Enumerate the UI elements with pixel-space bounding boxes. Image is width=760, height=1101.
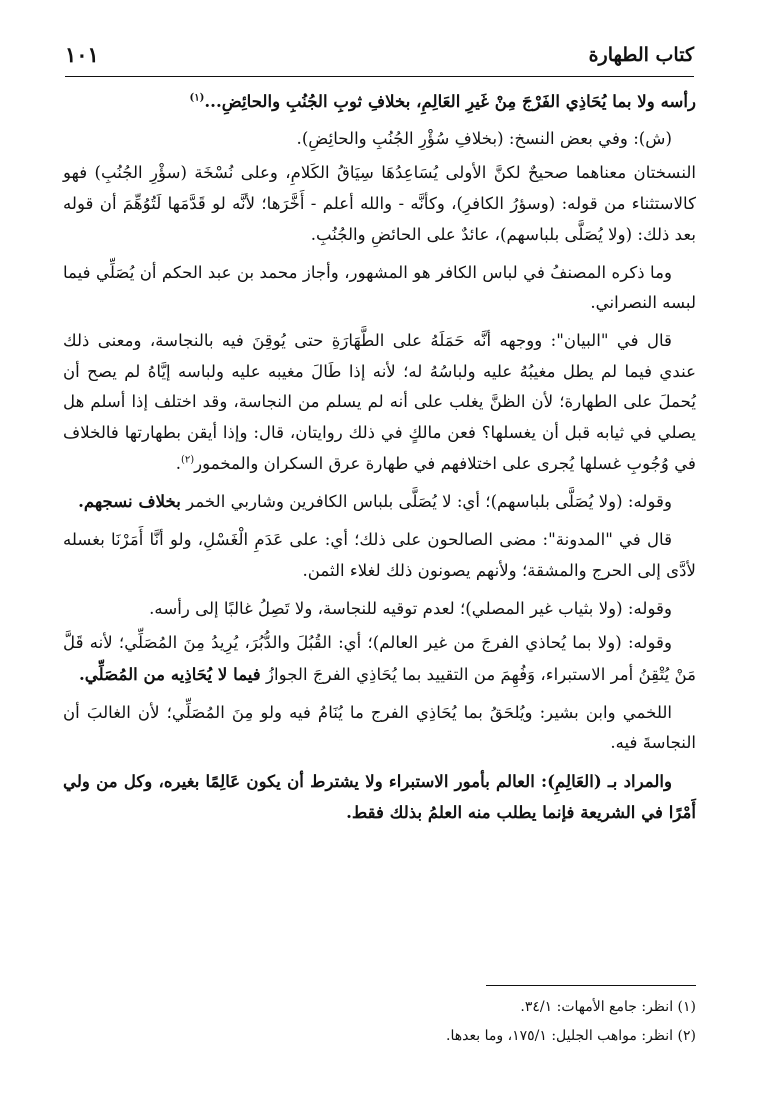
paragraph-kafir-clothing: وما ذكره المصنفُ في لباس الكافر هو المشهور، وأجاز محمد بن عبد الحكم أن يُصَلِّي فيما لبسه النصراني. (63, 262, 696, 313)
paragraph-libasihim-tail: بخلاف نسجهم. (78, 491, 181, 512)
page-number: ١٠١ (65, 42, 99, 67)
footnotes (63, 993, 696, 1051)
paragraph-end-dot: . (175, 453, 181, 473)
paragraph-bayan (63, 326, 696, 480)
paragraph-yuhadhi-tail: فيما لا يُحَاذِيه من المُصَلِّي. (79, 663, 261, 684)
paragraph-libasihim-lead: وقوله: (ولا يُصَلَّى بلباسهم)؛ أي: لا يُصَلَّى بلباس الكافرين وشاربي الخمر (186, 492, 672, 512)
paragraph-yuhadhi-lead: وقوله: (ولا بما يُحاذي الفرجَ من غير العالم)؛ أي: القُبُلَ والدُّبُرَ، يُرِيدُ مِنَ المُصَلِّي؛ لأنه قَلَّ مَنْ يُتْقِنُ أمر الاستبراء، وَفُهِمَ من التقييد بما يُحَاذِي الفرجَ الجوازُ (63, 633, 696, 684)
footnote-1: (١) انظر: جامع الأمهات: ٣٤/١. (520, 999, 696, 1015)
paragraph-yuhadhi-alfarj (63, 628, 696, 690)
paragraph-variant: (ش): وفي بعض النسخ: (بخلافِ سُؤْرِ الجُنُبِ والحائِضِ). (296, 128, 672, 148)
footnote-2: (٢) انظر: مواهب الجليل: ١٧٥/١، وما بعدها. (446, 1028, 696, 1044)
footnote-ref-1: (١) (189, 92, 205, 104)
matn-text: رأسه ولا بما يُحَاذِي الفَرْجَ مِنْ غَيرِ العَالِمِ، بخلافِ ثوبِ الجُنُبِ والحائِضِ... (204, 91, 696, 111)
running-header (65, 40, 694, 77)
paragraph-mudawwana: قال في "المدونة": مضى الصالحون على ذلك؛ أي: على عَدَمِ الْغَسْلِ، ولو أنَّا أَمَرْنَا بغسله لأدَّى إلى الحرج والمشقة؛ ولأنهم يصونون ذلك لغلاء الثمن. (63, 530, 696, 580)
paragraph-bayan-text: قال في "البيان": ووجهه أنَّه حَمَلَهُ على الطَّهَارَةِ حتى يُوقِنَ فيه بالنجاسة، ومعنى ذلك عندي فيما لم يطل مغيبُهُ عليه ولباسُهُ له؛ لأنه إذا طَالَ مغيبه عليه ولباسه إيَّاهُ لم يصح أن يُحملَ على الطهارة؛ لأن الظنَّ يغلب على أنه لم يسلم من النجاسة، وقد اختلف إذا أسلم هل يصلي في ثيابه قبل أن يغسلها؟ فعن مالكٍ في ذلك روايتان، قال: وإذا أيقن بطهارتها فالخلاف في وُجُوبِ غسلها يُجرى على اختلافهم في طهارة عرق السكران والمخمور (63, 330, 696, 473)
footnote-ref-2: (٢) (180, 454, 195, 466)
paragraph-alim: والمراد بـ (العَالِمِ): العالم بأمور الاستبراء ولا يشترط أن يكون عَالِمًا بغيره، وكل من ولي أَمْرًا في الشريعة فإنما يطلب منه العلمُ بذلك فقط. (63, 771, 696, 822)
main-text (63, 86, 696, 834)
paragraph-libasihim (63, 486, 696, 518)
matn-passage (63, 86, 696, 117)
paragraph-lakhmi: اللخمي وابن بشير: ويُلحَقُ بما يُحَاذِي الفرج ما يُنَامُ فيه ولو مِنَ المُصَلِّي؛ لأن الغالبَ أن النجاسةَ فيه. (63, 702, 696, 753)
chapter-title: كتاب الطهارة (588, 44, 694, 66)
paragraph-explanation: النسختان معناهما صحيحٌ لكنَّ الأولى يُسَاعِدُهَا سِيَاقُ الكَلامِ، وعلى نُسْخَة (سؤْرِ الجُنُبِ) فهو كالاستثناء من قوله: (وسؤرُ الكافرِ)، وكأنَّه - والله أعلم - أَخَّرَها؛ لأنَّه لو قَدَّمَها لَتُوُهِّمَ أن قوله بعد ذلك: (ولا يُصَلَّى بلباسهم)، عائدٌ على الحائضِ والجُنُبِ. (63, 163, 696, 244)
footnote-divider (486, 985, 696, 986)
paragraph-ghayr-musalli: وقوله: (ولا بثياب غير المصلي)؛ لعدم توقيه للنجاسة، ولا تَصِلُ غالبًا إلى رأسه. (149, 598, 672, 618)
